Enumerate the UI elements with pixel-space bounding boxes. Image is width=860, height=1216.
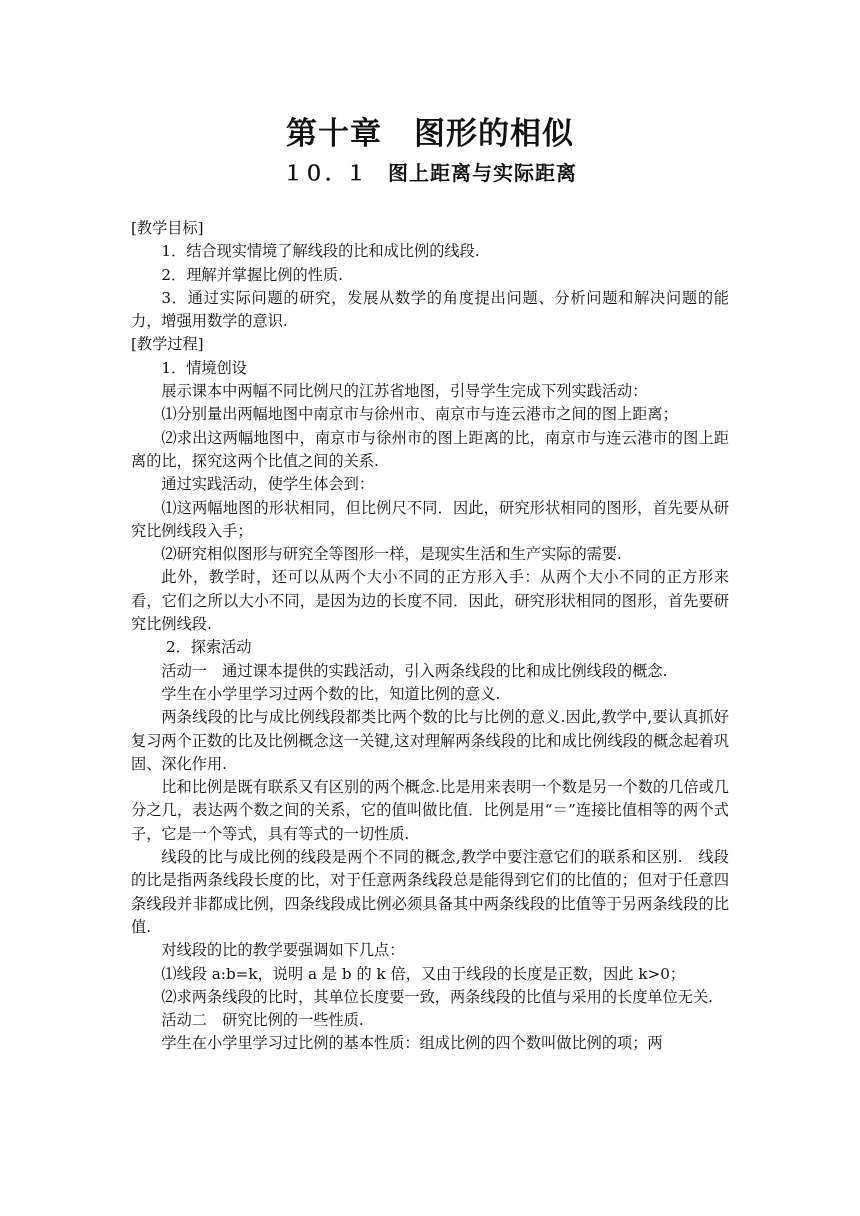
paragraph: ⑵研究相似图形与研究全等图形一样，是现实生活和生产实际的需要. [161,545,622,564]
paragraph: ⑴分别量出两幅地图中南京市与徐州市、南京市与连云港市之间的图上距离； [161,405,678,424]
paragraph: 比和比例是既有联系又有区别的两个概念.比是用来表明一个数是另一个数的几倍或几分之几，表达两个数之间的关系，它的值叫做比值．比例是用“＝”连接比值相等的两个式子，它是一个等式，具有等式的一切性质. [131,778,729,843]
paragraph: 活动二 研究比例的一些性质. [161,1011,364,1030]
paragraph: 2．探索活动 [165,638,252,657]
section-heading: [教学过程] [131,335,204,354]
section-title: １０．１ 图上距离与实际距离 [283,161,577,185]
document-body [131,217,729,1056]
section-heading: [教学目标] [131,219,204,237]
paragraph: 对线段的比的教学要强调如下几点： [161,941,405,960]
paragraph: 3．通过实际问题的研究，发展从数学的角度提出问题、分析问题和解决问题的能力，增强用数学的意识. [131,288,729,331]
paragraph: 1．情境创设 [161,358,247,377]
paragraph: 此外，教学时，还可以从两个大小不同的正方形入手：从两个大小不同的正方形来看，它们之所以大小不同，是因为边的长度不同．因此，研究形状相同的图形，首先要研究比例线段. [131,568,729,634]
paragraph: 学生在小学里学习过两个数的比，知道比例的意义. [161,684,501,703]
paragraph: 线段的比与成比例的线段是两个不同的概念,教学中要注意它们的联系和区别. 线段的比是指两条线段长度的比，对于任意两条线段总是能得到它们的比值的；但对于任意四条线段并非都成比例，四条线段成比例必须具备其中两条线段的比值等于另两条线段的比值. [131,848,729,936]
paragraph: 活动一 通过课本提供的实践活动，引入两条线段的比和成比例线段的概念. [161,661,668,680]
chapter-title: 第十章 图形的相似 [286,116,574,152]
paragraph: 展示课本中两幅不同比例尺的江苏省地图，引导学生完成下列实践活动： [161,382,648,401]
paragraph: 1．结合现实情境了解线段的比和成比例的线段. [161,242,480,261]
paragraph: 两条线段的比与成比例线段都类比两个数的比与比例的意义.因此,教学中,要认真抓好复习两个正数的比及比例概念这一关键,这对理解两条线段的比和成比例线段的概念起着巩固、深化作用. [131,708,729,773]
paragraph: ⑵求两条线段的比时，其单位长度要一致，两条线段的比值与采用的长度单位无关. [161,987,713,1006]
paragraph: ⑴线段 a:b=k，说明 a 是 b 的 k 倍，又由于线段的长度是正数，因此 k>0； [161,964,686,983]
paragraph: 通过实践活动，使学生体会到： [161,475,375,494]
paragraph: ⑴这两幅地图的形状相同，但比例尺不同．因此，研究形状相同的图形，首先要从研究比例线段入手； [131,498,729,540]
paragraph: 学生在小学里学习过比例的基本性质：组成比例的四个数叫做比例的项；两 [161,1034,663,1053]
paragraph: ⑵求出这两幅地图中，南京市与徐州市的图上距离的比，南京市与连云港市的图上距离的比，探究这两个比值之间的关系. [131,428,729,470]
paragraph: 2．理解并掌握比例的性质. [161,265,343,284]
